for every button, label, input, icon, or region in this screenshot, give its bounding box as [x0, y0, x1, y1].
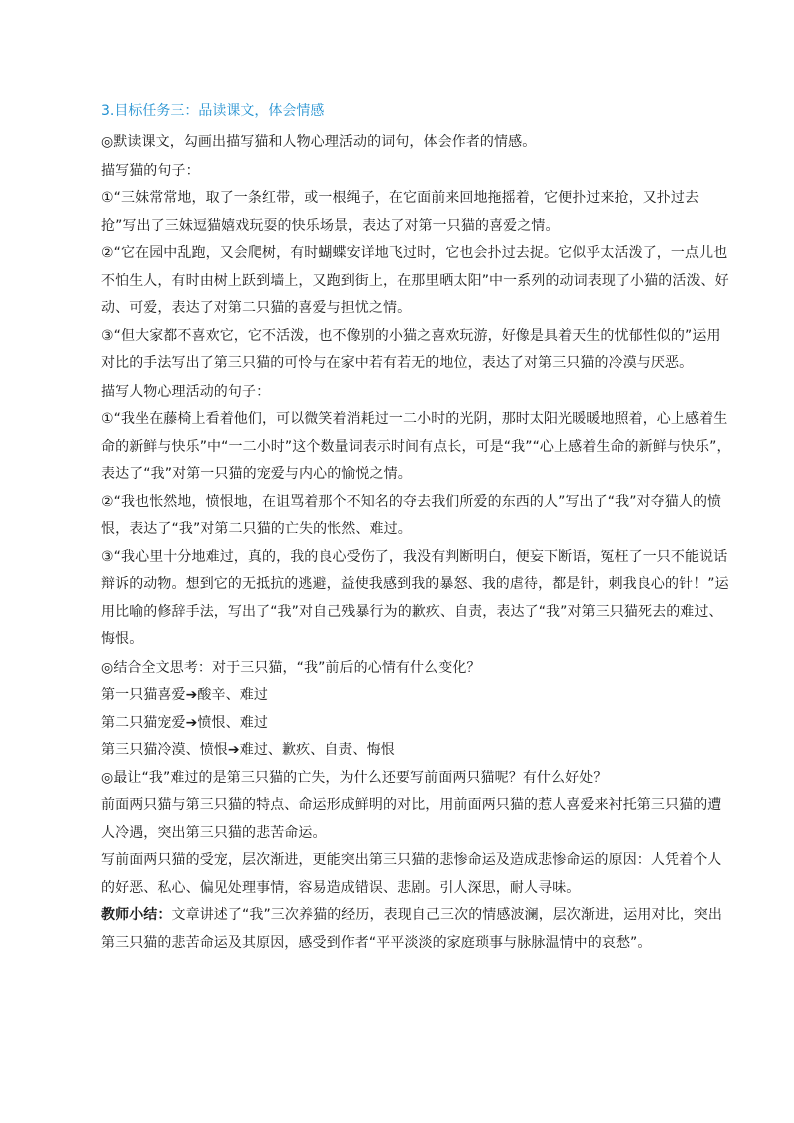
- mood-change-3: 第三只猫冷漠、愤恨➔难过、歉疚、自责、悔恨: [101, 742, 395, 758]
- answer-paragraph-1: 前面两只猫与第三只猫的特点、命运形成鲜明的对比，用前面两只猫的惹人喜爱来衬托第三只猫的遭人冷遇，突出第三只猫的悲苦命运。: [101, 797, 722, 841]
- question-why-first-two-cats: ◎最让“我”难过的是第三只猫的亡失，为什么还要写前面两只猫呢？有什么好处？: [101, 769, 608, 786]
- cat-sentence-2: ②“它在园中乱跑，又会爬树，有时蝴蝶安详地飞过时，它也会扑过去捉。它似乎太活泼了，一点儿也不怕生人，有时由树上跃到墙上，又跑到街上，在那里晒太阳”中一系列的动词表现了小猫的活泼、好动、可爱，表达了对第二只猫的喜爱与担忧之情。: [101, 245, 729, 316]
- page-content: [101, 101, 731, 957]
- summary-label: 教师小结：: [101, 907, 172, 923]
- cat-sentence-3: ③“但大家都不喜欢它，它不活泼，也不像别的小猫之喜欢玩游，好像是具着天生的忧郁性似的”运用对比的手法写出了第三只猫的可怜与在家中若有若无的地位，表达了对第三只猫的冷漠与厌恶。: [101, 327, 721, 371]
- section-heading: 3.目标任务三：品读课文，体会情感: [101, 103, 325, 119]
- mind-sentence-2: ②“我也怅然地，愤恨地，在诅骂着那个不知名的夺去我们所爱的东西的人”写出了“我”对夺猫人的愤恨，表达了“我”对第二只猫的亡失的怅然、难过。: [101, 493, 722, 537]
- summary-text: 文章讲述了“我”三次养猫的经历，表现自己三次的情感波澜，层次渐进，运用对比，突出第三只猫的悲苦命运及其原因，感受到作者“平平淡淡的家庭琐事与脉脉温情中的哀愁”。: [101, 907, 723, 951]
- cat-sentence-1: ①“三妹常常地，取了一条红带，或一根绳子，在它面前来回地拖摇着，它便扑过来抢，又扑过去抢”写出了三妹逗猫嬉戏玩耍的快乐场景，表达了对第一只猫的喜爱之情。: [101, 190, 700, 234]
- mind-sentence-1: ①“我坐在藤椅上看着他们，可以微笑着消耗过一二小时的光阴，那时太阳光暖暖地照着，心上感着生命的新鲜与快乐”中“一二小时”这个数量词表示时间有点长，可是“我”“心上感着生命的新鲜与快乐”，表达了“我”对第一只猫的宠爱与内心的愉悦之情。: [101, 411, 731, 482]
- cat-sentences-label: 描写猫的句子：: [101, 162, 200, 179]
- mood-change-2: 第二只猫宠爱➔愤恨、难过: [101, 714, 268, 731]
- answer-paragraph-2: 写前面两只猫的受宠，层次渐进，更能突出第三只猫的悲惨命运及造成悲惨命运的原因：人凭着个人的好恶、私心、偏见处理事情，容易造成错误、悲剧。引人深思，耐人寻味。: [101, 852, 722, 896]
- mind-sentences-label: 描写人物心理活动的句子：: [101, 383, 271, 400]
- mind-sentence-3: ③“我心里十分地难过，真的，我的良心受伤了，我没有判断明白，便妄下断语，冤枉了一只不能说话辩诉的动物。想到它的无抵抗的逃避，益使我感到我的暴怒、我的虐待，都是针，刺我良心的针！”运用比喻的修辞手法，写出了“我”对自己残暴行为的歉疚、自责，表达了“我”对第三只猫死去的难过、悔恨。: [101, 548, 729, 647]
- question-mood-change: ◎结合全文思考：对于三只猫，“我”前后的心情有什么变化？: [101, 659, 481, 676]
- mood-change-1: 第一只猫喜爱➔酸辛、难过: [101, 687, 268, 703]
- task-instruction: ◎默读课文，勾画出描写猫和人物心理活动的词句，体会作者的情感。: [101, 134, 537, 150]
- teacher-summary: [101, 902, 731, 957]
